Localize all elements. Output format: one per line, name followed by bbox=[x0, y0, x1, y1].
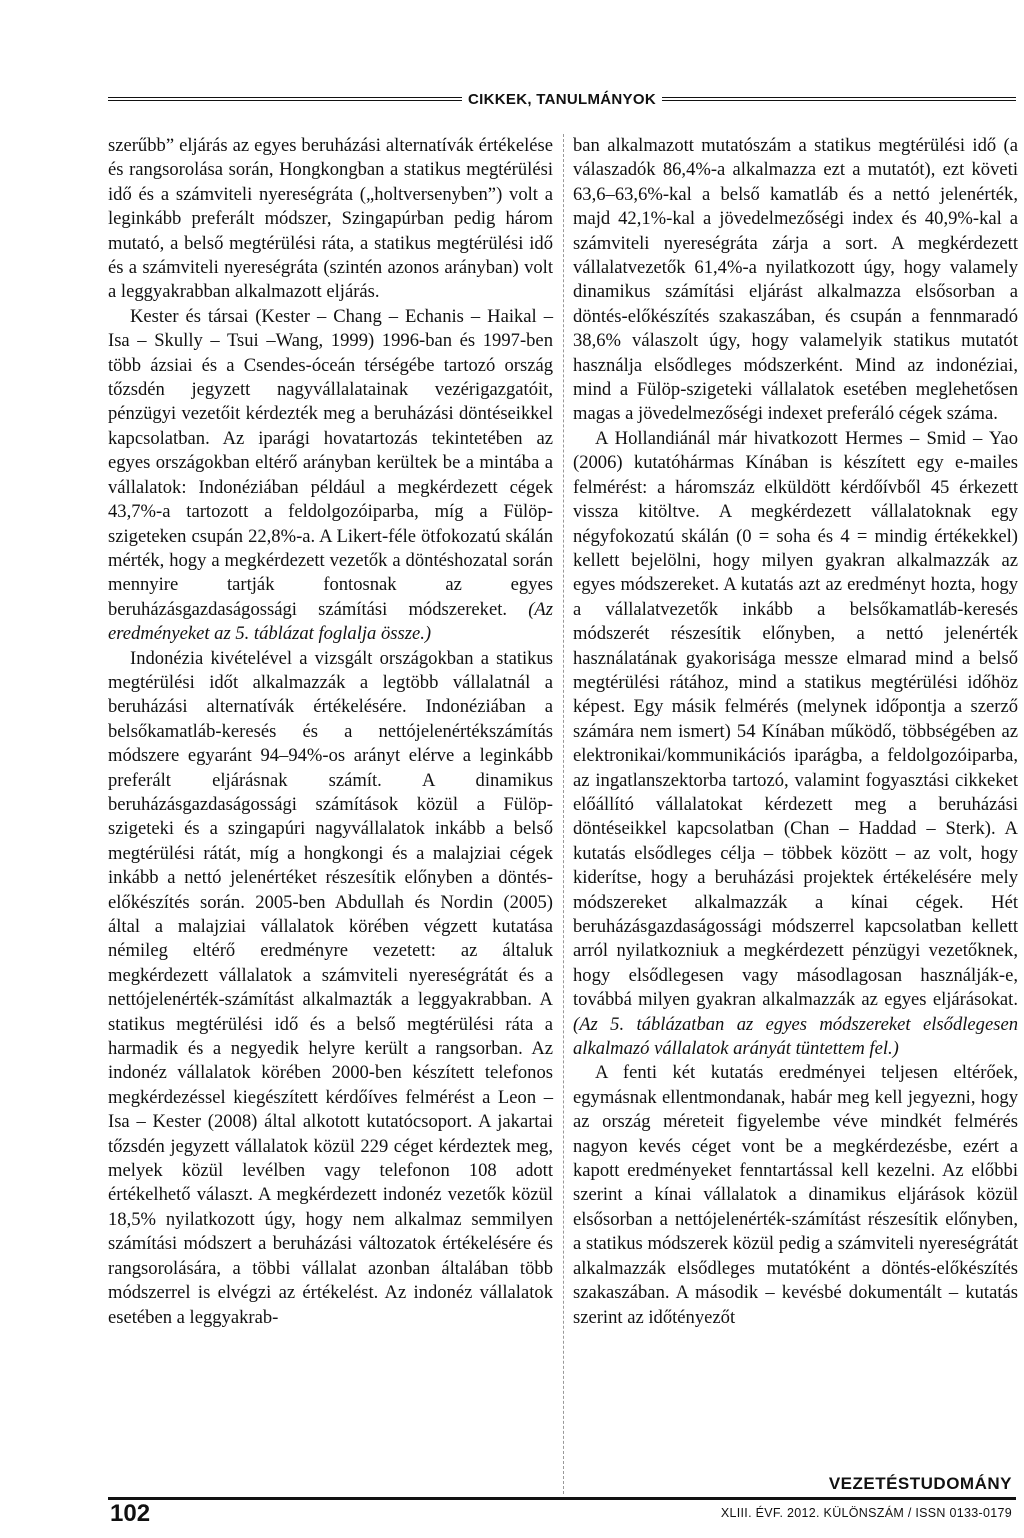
right-column bbox=[573, 134, 1018, 1330]
paragraph: Indonézia kivételével a vizsgált országokban a statikus megtérülési időt alkalmazzák a legtöbb vállalatnál a beruházási alternatívák értékelésére. Indonéziában a belsőkamatláb-keresés és a nettójelenértékszámítás módszere egyaránt 94–94%-os arányt elérve a leginkább preferált eljárásnak számít. A dinamikus beruházásgazdaságossági számítások közül a Fülöp-szigeteki és a szingapúri nagyvállalatok inkább a belső megtérülési rátát, míg a hongkongi és a malajziai cégek inkább a nettó jelenértéket részesítik előnyben a döntés-előkészítés során. 2005-ben Abdullah és Nordin (2005) által a malajziai vállalatok körében végzett kutatása némileg eltérő eredményre vezetett: az általuk megkérdezett vállalatok a számviteli nyereségrátát és a nettójelenérték-számítást alkalmazták a leggyakrabban. A statikus megtérülési idő és a belső megtérülési ráta a harmadik és a negyedik helyre került a rangsorban. Az indonéz vállalatok körében 2000-ben készített telefonos megkérdezéssel kiegészített kérdőíves felmérést a Leon – Isa – Kester (2008) által alkotott kutatócsoport. A jakartai tőzsdén jegyzett vállalatok közül 229 céget kérdeztek meg, melyek közül levélben vagy telefonon 108 adott értékelhető választ. A megkérdezett indonéz vezetők közül 18,5% nyilatkozott úgy, hogy nem alkalmaz semmilyen számítási módszert a beruházási változatok értékelésére és rangsorolására, a többi vállalat azonban általában több módszerrel is elvégzi az értékelést. Az indonéz vállalatok esetében a leggyakrab- bbox=[108, 647, 553, 1328]
issue-info: XLIII. ÉVF. 2012. KÜLÖNSZÁM / ISSN 0133-0179 bbox=[720, 1506, 1012, 1520]
paragraph: Kester és társai (Kester – Chang – Echanis – Haikal – Isa – Skully – Tsui –Wang, 1999) 1996-ban és 1997-ben több ázsiai és a Csendes-óceán térségébe tartozó ország tőzsdén jegyzett nagyvállalatainak vezérigazgatóit, pénzügyi vezetőit kérdezték meg a beruházási döntéseikkel kapcsolatban. Az iparági hovatartozás tekintetében az egyes országokban eltérő arányban kerültek be a mintába a vállalatok: Indonéziában például a megkérdezett cégek 43,7%-a tartozott a feldolgozóiparba, míg a Fülöp-szigeteken csupán 22,8%-a. A Likert-féle ötfokozatú skálán mérték, hogy a megkérdezett vezetők a döntéshozatal során mennyire tartják fontosnak az egyes beruházásgazdaságossági számítási módszereket. (Az eredményeket az 5. táblázat foglalja össze.) bbox=[108, 305, 553, 645]
header-rule-right bbox=[662, 97, 1016, 101]
paragraph: A Hollandiánál már hivatkozott Hermes – Smid – Yao (2006) kutatóhármas Kínában is készített egy e-mailes felmérést: a háromszáz elküldött kérdőívből 45 érkezett vissza kitöltve. A megkérdezett vállalatoknak egy négyfokozatú skálán (0 = soha és 4 = mindig értékekkel) kellett bejelölni, hogy milyen gyakran alkalmazzák az egyes módszereket. A kutatás azt az eredményt hozta, hogy a vállalatvezetők inkább a belsőkamatláb-keresés módszerét részesítik előnyben, a nettó jelenérték használatának gyakorisága messze elmarad mind a belső megtérülési rátához, mind a statikus megtérülési időhöz képest. Egy másik felmérés (melynek időpontja a szerző számára nem ismert) 54 Kínában működő, többségében az elektronikai/kommunikációs iparágba, a feldolgozóiparba, az ingatlanszektorba tartozó, valamint fogyasztási cikkeket előállító vállalatokat kérdezett meg a beruházási döntéseikkel kapcsolatban (Chan – Haddad – Sterk). A kutatás elsődleges célja – többek között – az volt, hogy kiderítse, hogy a beruházási projektek értékelésére mely módszereket alkalmazzák a kínai cégek. Hét beruházásgazdaságossági módszerrel kapcsolatban kellett arról nyilatkozniuk a megkérdezett pénzügyi vezetőknek, hogy elsődlegesen vagy másodlagosan használják-e, továbbá milyen gyakran alkalmazzák az egyes eljárásokat. (Az 5. táblázatban az egyes módszereket elsődlegesen alkalmazó vállalatok arányát tüntettem fel.) bbox=[573, 427, 1018, 1060]
section-title: CIKKEK, TANULMÁNYOK bbox=[468, 90, 656, 108]
header-rule-left bbox=[108, 97, 462, 101]
page-number: 102 bbox=[110, 1500, 151, 1527]
journal-name: VEZETÉSTUDOMÁNY bbox=[828, 1474, 1012, 1493]
column-divider bbox=[563, 134, 564, 1494]
running-header bbox=[108, 88, 1016, 110]
paragraph: A fenti két kutatás eredményei teljesen eltérőek, egymásnak ellentmondanak, habár meg kell jegyezni, hogy az ország méreteit figyelembe véve mindkét felmérés nagyon kevés céget vont be a megkérdezésbe, ezért a kapott eredményeket fenntartással kell kezelni. Az előbbi szerint a kínai vállalatok a dinamikus eljárások közül elsősorban a nettójelenérték-számítást részesítik előnyben, a statikus módszerek közül pedig a számviteli nyereségrátát alkalmazzák elsődleges mutatóként a döntés-előkészítés szakaszában. A második – kevésbé dokumentált – kutatás szerint az időtényezőt bbox=[573, 1062, 1018, 1328]
left-column bbox=[108, 134, 553, 1330]
footer-rule bbox=[108, 1497, 1016, 1500]
paragraph: ban alkalmazott mutatószám a statikus megtérülési idő (a válaszadók 86,4%-a alkalmazza ezt a mutatót), ezt követi 63,6–63,6%-kal a belső kamatláb és a nettó jelenérték, majd 42,1%-kal a jövedelmezőségi index és 40,9%-kal a számviteli nyereségráta zárja a sort. A megkérdezett vállalatvezetők 61,4%-a nyilatkozott úgy, hogy valamely dinamikus számítási eljárást alkalmazza elsősorban a döntés-előkészítés szakaszában, és csupán a fennmaradó 38,6% válaszolt úgy, hogy valamelyik statikus mutatót használja elsődleges módszerként. Mind az indonéziai, mind a Fülöp-szigeteki vállalatok esetében meglehetősen magas a jövedelmezőségi indexet preferáló cégek száma. bbox=[573, 135, 1018, 425]
paragraph: szerűbb” eljárás az egyes beruházási alternatívák értékelése és rangsorolása során, Hongkongban a statikus megtérülési idő és a számviteli nyereségráta („holtversenyben”) volt a leginkább preferált módszer, Szingapúrban pedig három mutató, a belső megtérülési ráta, a statikus megtérülési idő és a számviteli nyereségráta (szintén azonos arányban) volt a leggyakrabban alkalmazott eljárás. bbox=[108, 135, 553, 303]
